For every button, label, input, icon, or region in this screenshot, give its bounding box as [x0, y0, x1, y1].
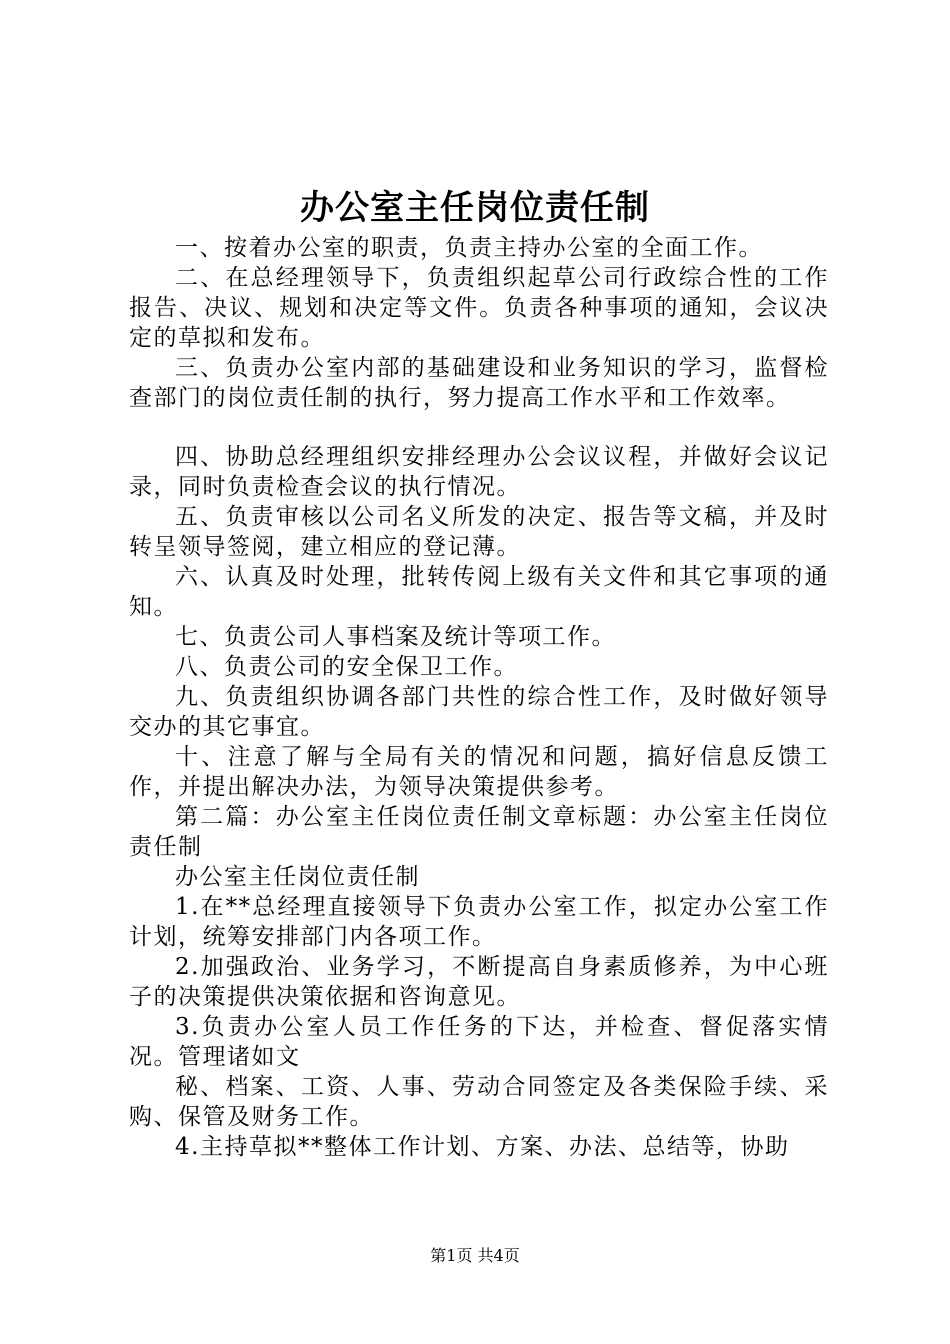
paragraph-3: 三、负责办公室内部的基础建设和业务知识的学习，监督检查部门的岗位责任制的执行，努力提高工作水平和工作效率。: [129, 355, 829, 411]
document-body: [129, 233, 829, 1162]
section-heading-part-two: 第二篇：办公室主任岗位责任制文章标题：办公室主任岗位责任制: [129, 804, 829, 860]
paragraph-1: 一、按着办公室的职责，负责主持办公室的全面工作。: [175, 235, 763, 261]
paragraph-9: 九、负责组织协调各部门共性的综合性工作，及时做好领导交办的其它事宜。: [129, 684, 829, 740]
item-2: 2.加强政治、业务学习，不断提高自身素质修养，为中心班子的决策提供决策依据和咨询意见。: [129, 954, 829, 1010]
paragraph-4: 四、协助总经理组织安排经理办公会议议程，并做好会议记录，同时负责检查会议的执行情况。: [129, 444, 829, 500]
paragraph-6: 六、认真及时处理，批转传阅上级有关文件和其它事项的通知。: [129, 564, 829, 620]
paragraph-2: 二、在总经理领导下，负责组织起草公司行政综合性的工作报告、决议、规划和决定等文件。负责各种事项的通知，会议决定的草拟和发布。: [129, 265, 829, 351]
subtitle: 办公室主任岗位责任制: [175, 864, 420, 890]
page-footer: 第1页 共4页: [430, 1246, 520, 1265]
paragraph-10: 十、注意了解与全局有关的情况和问题，搞好信息反馈工作，并提出解决办法，为领导决策提供参考。: [129, 744, 829, 800]
document-title: 办公室主任岗位责任制: [300, 188, 650, 228]
paragraph-8: 八、负责公司的安全保卫工作。: [175, 654, 518, 680]
item-1: 1.在**总经理直接领导下负责办公室工作，拟定办公室工作计划，统筹安排部门内各项工作。: [129, 894, 829, 950]
item-3-continued: 秘、档案、工资、人事、劳动合同签定及各类保险手续、采购、保管及财务工作。: [129, 1074, 829, 1130]
paragraph-7: 七、负责公司人事档案及统计等项工作。: [175, 624, 616, 650]
item-3: 3.负责办公室人员工作任务的下达，并检查、督促落实情况。管理诸如文: [129, 1014, 829, 1070]
paragraph-5: 五、负责审核以公司名义所发的决定、报告等文稿，并及时转呈领导签阅，建立相应的登记薄。: [129, 504, 829, 560]
item-4: 4.主持草拟**整体工作计划、方案、办法、总结等，协助: [175, 1134, 790, 1160]
